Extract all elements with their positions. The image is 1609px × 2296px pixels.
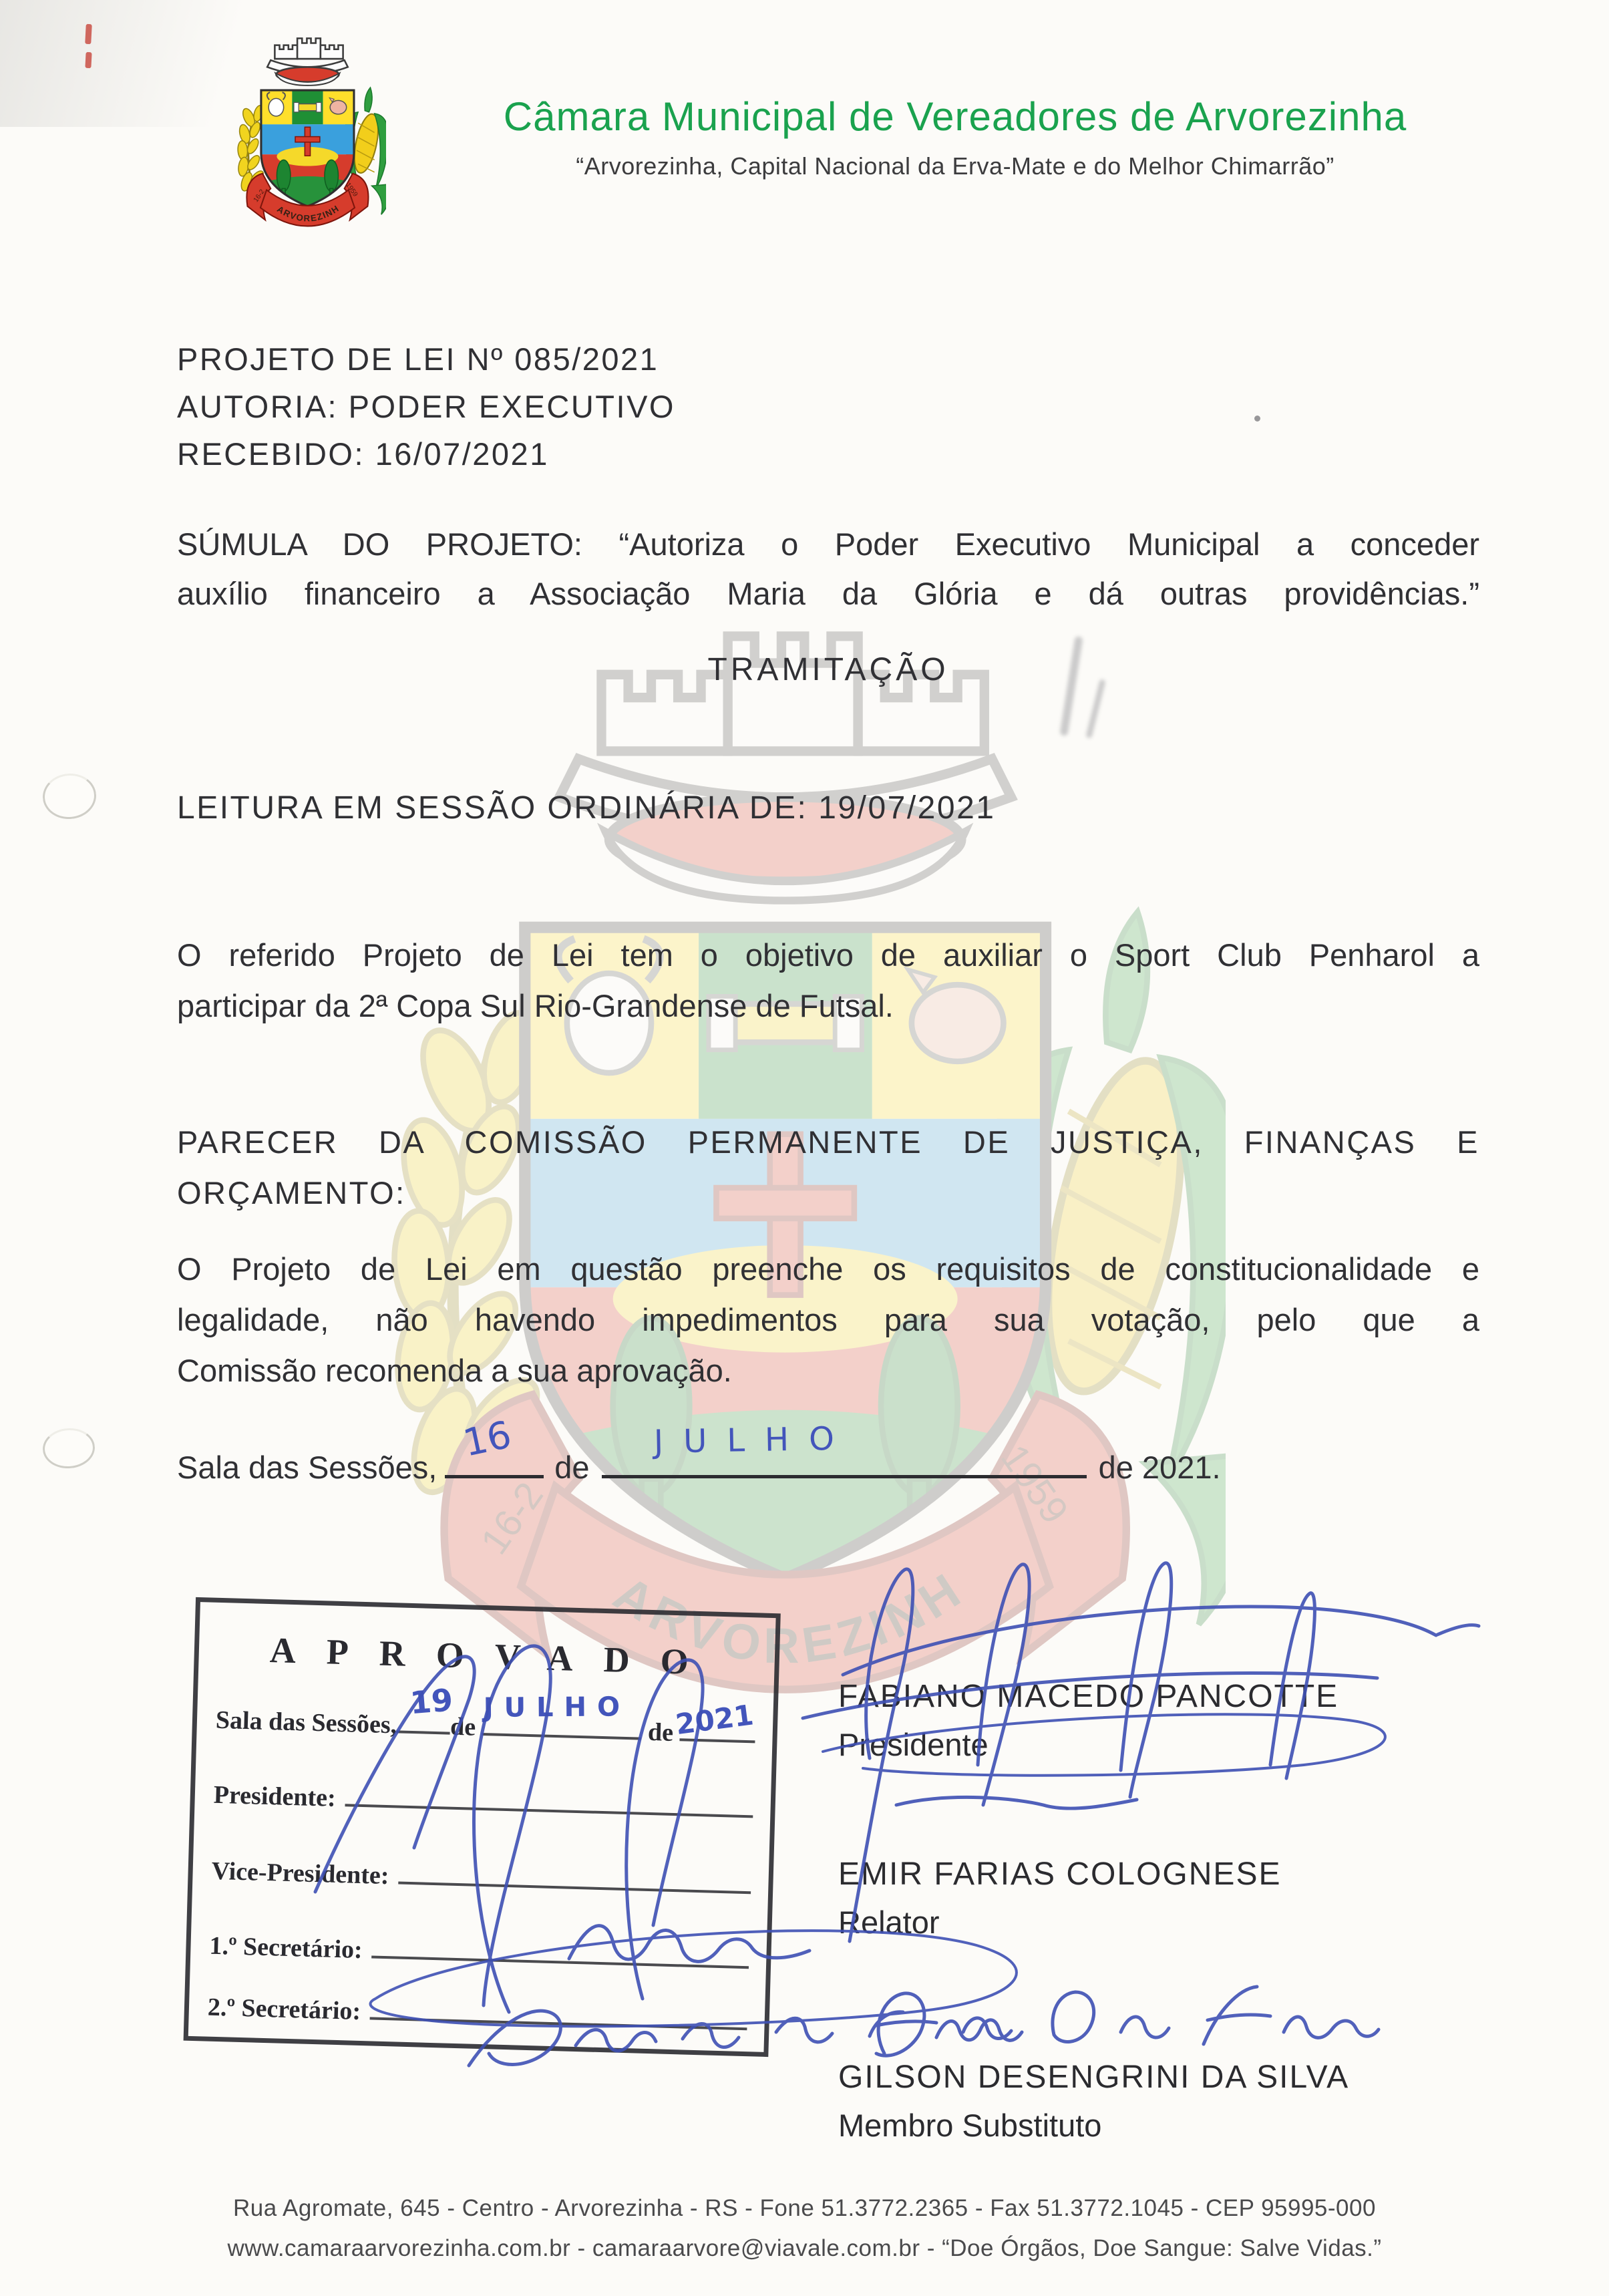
red-edge-mark [85, 24, 92, 44]
committee-heading-block [177, 1117, 1479, 1218]
handwritten-month: JULHO [653, 1420, 854, 1461]
text-line: auxílio financeiro a Associação Maria da Glória e dá outras providências.” [177, 576, 1479, 611]
stamp-session-prefix: Sala das Sessões, [215, 1705, 397, 1740]
project-header-block [177, 335, 1479, 478]
project-number-line: PROJETO DE LEI Nº 085/2021 [177, 341, 659, 377]
stamp-handwritten-month: JULHO [483, 1691, 631, 1724]
session-de: de [554, 1450, 590, 1485]
stamp-field-label: Vice-Presidente: [211, 1856, 390, 1891]
received-line: RECEBIDO: 16/07/2021 [177, 436, 549, 472]
signature-line [370, 1994, 748, 2030]
text-line: legalidade, não havendo impedimentos para sua votação, pelo que a [177, 1302, 1479, 1337]
stamp-handwritten-year: 2021 [673, 1698, 755, 1741]
signer-name: GILSON DESENGRINI DA SILVA [838, 2060, 1350, 2095]
stamp-field-label: 1.º Secretário: [208, 1931, 363, 1965]
text-line: PARECER DA COMISSÃO PERMANENTE DE JUSTIÇA, FINANÇAS E [177, 1124, 1479, 1160]
authorship-line: AUTORIA: PODER EXECUTIVO [177, 389, 675, 424]
text-line: Comissão recomenda a sua aprovação. [177, 1353, 732, 1388]
substitute-signature-stroke [1204, 1987, 1379, 2044]
session-suffix: de 2021. [1098, 1450, 1221, 1485]
stamp-field-label: Presidente: [213, 1780, 337, 1812]
substitute-signature-stroke [936, 2020, 1022, 2041]
reading-line: LEITURA EM SESSÃO ORDINÁRIA DE: 19/07/2021 [177, 790, 996, 826]
text-line: ORÇAMENTO: [177, 1175, 406, 1210]
stamp-field-row [209, 1929, 749, 1976]
signature-line [345, 1781, 753, 1818]
footer-contact-line: www.camaraarvorezinha.com.br - camaraarvore@viavale.com.br - “Doe Órgãos, Doe Sangue: Salve Vidas.” [227, 2235, 1382, 2261]
handwritten-day: 16 [460, 1413, 516, 1466]
approval-stamp [184, 1597, 781, 2057]
header [461, 95, 1449, 180]
page-title: Câmara Municipal de Vereadores de Arvorezinha [503, 94, 1407, 139]
punch-hole [41, 1426, 96, 1470]
signer-name: EMIR FARIAS COLOGNESE [838, 1856, 1282, 1892]
signer-role: Presidente [838, 1727, 989, 1762]
substitute-signature-stroke [1053, 1992, 1094, 2041]
opinion-block [177, 1244, 1479, 1396]
signer-name: FABIANO MACEDO PANCOTTE [838, 1679, 1339, 1714]
president-signature-stroke [896, 1797, 1137, 1808]
stamp-field-row [211, 1854, 751, 1901]
signer-role: Membro Substituto [838, 2108, 1102, 2143]
page-subtitle: “Arvorezinha, Capital Nacional da Erva-Mate e do Melhor Chimarrão” [576, 152, 1334, 180]
substitute-signature-stroke [876, 1993, 924, 2056]
signature-line [398, 1859, 751, 1895]
section-title-tramitacao: TRAMITAÇÃO [707, 652, 949, 687]
session-prefix: Sala das Sessões, [177, 1450, 437, 1485]
punch-hole [41, 772, 98, 822]
text-line: SÚMULA DO PROJETO: “Autoriza o Poder Executivo Municipal a conceder [177, 526, 1479, 562]
signer-role: Relator [838, 1905, 940, 1940]
text-line: O Projeto de Lei em questão preenche os requisitos de constitucionalidade e [177, 1251, 1479, 1287]
stamp-field-label: 2.º Secretário: [207, 1993, 361, 2026]
footer-address-line: Rua Agromate, 645 - Centro - Arvorezinha - RS - Fone 51.3772.2365 - Fax 51.3772.1045 - CEP 95995-000 [233, 2195, 1376, 2221]
session-date-line [177, 1413, 1479, 1486]
municipal-crest-logo [232, 27, 386, 242]
stamp-de1: de [450, 1712, 476, 1742]
substitute-signature-stroke [1121, 2017, 1169, 2037]
stamp-field-row [213, 1778, 753, 1825]
stamp-de2: de [647, 1717, 674, 1747]
signature-line [371, 1933, 749, 1969]
red-edge-mark [85, 52, 92, 68]
stamp-field-row [207, 1990, 747, 2037]
stamp-handwritten-day: 19 [408, 1681, 454, 1721]
summary-block [177, 520, 1479, 619]
text-line: O referido Projeto de Lei tem o objetivo de auxiliar o Sport Club Penharol a [177, 937, 1479, 973]
day-blank-line [445, 1413, 544, 1478]
text-line: participar da 2ª Copa Sul Rio-Grandense de Futsal. [177, 988, 894, 1023]
stamp-title: APROVADO [269, 1630, 720, 1683]
objective-block [177, 930, 1479, 1031]
month-blank-line [602, 1420, 1087, 1478]
